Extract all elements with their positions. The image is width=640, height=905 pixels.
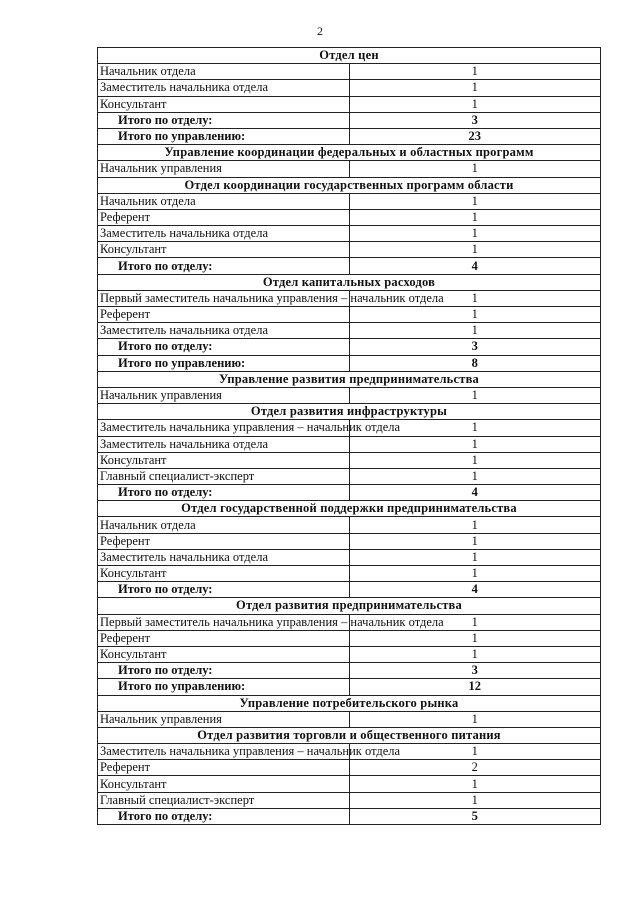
position-count: 1 <box>349 307 601 323</box>
position-row <box>98 436 601 452</box>
page-number: 2 <box>317 24 323 38</box>
position-row <box>98 776 601 792</box>
section-header-row <box>98 501 601 517</box>
position-name: Консультант <box>98 566 350 582</box>
position-count: 1 <box>349 64 601 80</box>
position-count: 1 <box>349 242 601 258</box>
section-header-row <box>98 371 601 387</box>
position-name: Заместитель начальника отдела <box>98 80 350 96</box>
section-title: Отдел государственной поддержки предпринимательства <box>98 501 601 517</box>
position-count: 1 <box>349 420 601 436</box>
total-count: 4 <box>349 485 601 501</box>
total-label: Итого по отделу: <box>98 485 350 501</box>
position-name: Заместитель начальника отдела <box>98 436 350 452</box>
position-row <box>98 566 601 582</box>
position-row <box>98 420 601 436</box>
total-row <box>98 258 601 274</box>
total-row <box>98 355 601 371</box>
total-count: 4 <box>349 582 601 598</box>
position-count: 1 <box>349 630 601 646</box>
section-header-row <box>98 274 601 290</box>
position-row <box>98 64 601 80</box>
position-name: Заместитель начальника управления – начальник отдела <box>98 420 350 436</box>
position-name: Референт <box>98 307 350 323</box>
position-row <box>98 387 601 403</box>
position-name: Заместитель начальника отдела <box>98 323 350 339</box>
staff-table <box>97 47 601 825</box>
position-count: 1 <box>349 711 601 727</box>
position-name: Заместитель начальника отдела <box>98 226 350 242</box>
section-header-row <box>98 48 601 64</box>
section-header-row <box>98 145 601 161</box>
position-count: 1 <box>349 549 601 565</box>
position-count: 1 <box>349 533 601 549</box>
position-row <box>98 517 601 533</box>
position-row <box>98 614 601 630</box>
position-row <box>98 711 601 727</box>
position-count: 1 <box>349 468 601 484</box>
total-label: Итого по отделу: <box>98 112 350 128</box>
position-name: Референт <box>98 533 350 549</box>
total-label: Итого по отделу: <box>98 582 350 598</box>
position-count: 2 <box>349 760 601 776</box>
position-name: Начальник отдела <box>98 193 350 209</box>
position-row <box>98 533 601 549</box>
total-row <box>98 663 601 679</box>
total-row <box>98 679 601 695</box>
total-count: 3 <box>349 663 601 679</box>
position-count: 1 <box>349 226 601 242</box>
section-title: Отдел развития предпринимательства <box>98 598 601 614</box>
position-name: Референт <box>98 630 350 646</box>
position-row <box>98 80 601 96</box>
position-row <box>98 290 601 306</box>
position-name: Консультант <box>98 646 350 662</box>
position-row <box>98 242 601 258</box>
section-title: Отдел капитальных расходов <box>98 274 601 290</box>
section-header-row <box>98 695 601 711</box>
total-count: 4 <box>349 258 601 274</box>
position-count: 1 <box>349 323 601 339</box>
position-name: Главный специалист-эксперт <box>98 792 350 808</box>
total-row <box>98 485 601 501</box>
position-name: Начальник управления <box>98 161 350 177</box>
position-count: 1 <box>349 517 601 533</box>
total-count: 23 <box>349 128 601 144</box>
total-label: Итого по управлению: <box>98 679 350 695</box>
position-count: 1 <box>349 96 601 112</box>
section-title: Управление потребительского рынка <box>98 695 601 711</box>
position-count: 1 <box>349 290 601 306</box>
position-row <box>98 744 601 760</box>
total-label: Итого по отделу: <box>98 339 350 355</box>
position-count: 1 <box>349 792 601 808</box>
total-count: 5 <box>349 808 601 824</box>
position-row <box>98 549 601 565</box>
position-row <box>98 468 601 484</box>
staff-table-body <box>98 48 601 825</box>
total-label: Итого по управлению: <box>98 355 350 371</box>
total-label: Итого по отделу: <box>98 258 350 274</box>
section-title: Управление развития предпринимательства <box>98 371 601 387</box>
position-row <box>98 792 601 808</box>
position-count: 1 <box>349 80 601 96</box>
total-count: 12 <box>349 679 601 695</box>
position-count: 1 <box>349 614 601 630</box>
section-header-row <box>98 404 601 420</box>
position-name: Начальник отдела <box>98 64 350 80</box>
total-count: 8 <box>349 355 601 371</box>
position-row <box>98 452 601 468</box>
position-row <box>98 760 601 776</box>
total-label: Итого по отделу: <box>98 808 350 824</box>
position-row <box>98 323 601 339</box>
section-title: Отдел координации государственных программ области <box>98 177 601 193</box>
total-label: Итого по отделу: <box>98 663 350 679</box>
position-name: Консультант <box>98 242 350 258</box>
position-count: 1 <box>349 209 601 225</box>
position-row <box>98 209 601 225</box>
total-count: 3 <box>349 112 601 128</box>
total-row <box>98 808 601 824</box>
position-count: 1 <box>349 436 601 452</box>
position-name: Главный специалист-эксперт <box>98 468 350 484</box>
section-title: Отдел развития инфраструктуры <box>98 404 601 420</box>
section-header-row <box>98 598 601 614</box>
position-name: Начальник управления <box>98 711 350 727</box>
section-title: Управление координации федеральных и областных программ <box>98 145 601 161</box>
position-name: Референт <box>98 760 350 776</box>
position-count: 1 <box>349 776 601 792</box>
position-name: Первый заместитель начальника управления – начальник отдела <box>98 290 350 306</box>
position-name: Заместитель начальника управления – начальник отдела <box>98 744 350 760</box>
position-row <box>98 193 601 209</box>
position-name: Референт <box>98 209 350 225</box>
position-row <box>98 646 601 662</box>
total-row <box>98 128 601 144</box>
position-name: Первый заместитель начальника управления – начальник отдела <box>98 614 350 630</box>
position-row <box>98 161 601 177</box>
position-count: 1 <box>349 387 601 403</box>
total-label: Итого по управлению: <box>98 128 350 144</box>
position-name: Заместитель начальника отдела <box>98 549 350 565</box>
total-count: 3 <box>349 339 601 355</box>
total-row <box>98 339 601 355</box>
section-header-row <box>98 177 601 193</box>
position-count: 1 <box>349 452 601 468</box>
section-title: Отдел развития торговли и общественного питания <box>98 727 601 743</box>
position-row <box>98 630 601 646</box>
position-count: 1 <box>349 193 601 209</box>
position-row <box>98 226 601 242</box>
position-name: Консультант <box>98 776 350 792</box>
position-count: 1 <box>349 161 601 177</box>
position-count: 1 <box>349 646 601 662</box>
position-name: Консультант <box>98 96 350 112</box>
position-row <box>98 307 601 323</box>
total-row <box>98 582 601 598</box>
section-title: Отдел цен <box>98 48 601 64</box>
position-count: 1 <box>349 744 601 760</box>
total-row <box>98 112 601 128</box>
position-row <box>98 96 601 112</box>
position-name: Начальник отдела <box>98 517 350 533</box>
position-name: Начальник управления <box>98 387 350 403</box>
position-name: Консультант <box>98 452 350 468</box>
section-header-row <box>98 727 601 743</box>
position-count: 1 <box>349 566 601 582</box>
